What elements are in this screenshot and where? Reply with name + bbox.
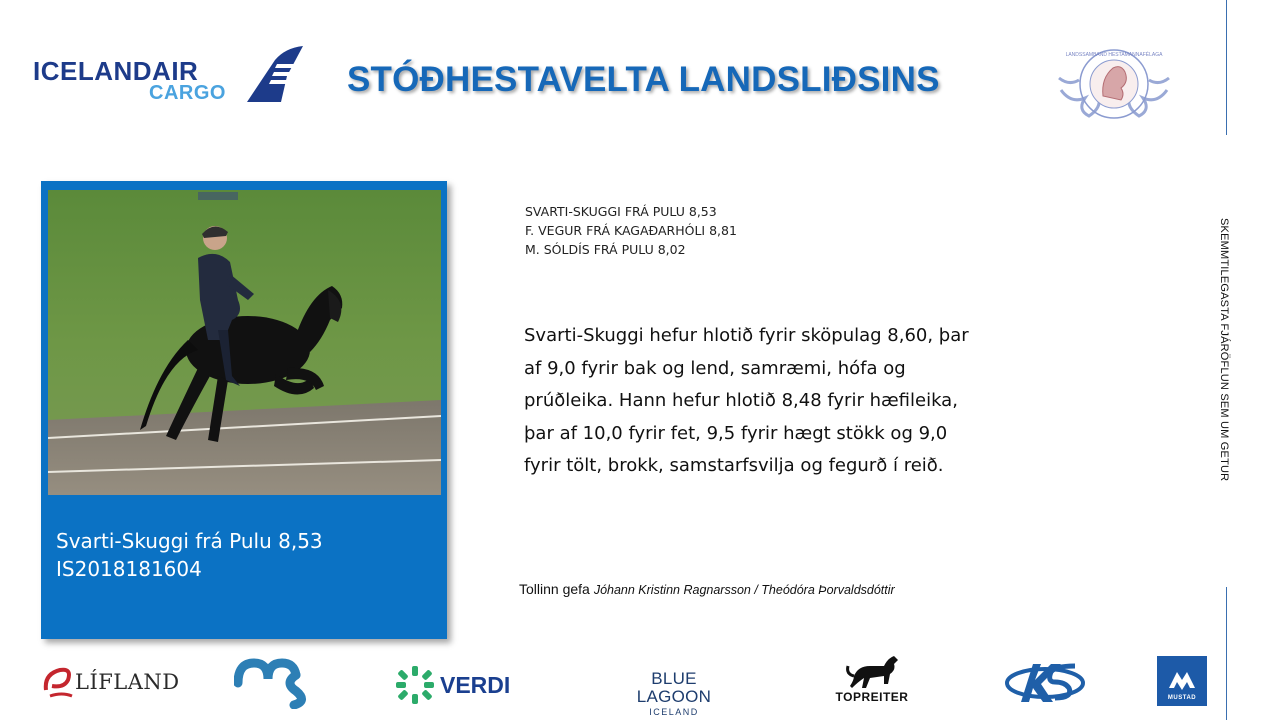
verdi-logo	[394, 664, 518, 706]
horse-icon	[844, 654, 904, 690]
icelandair-wing-icon	[241, 46, 307, 104]
horse-photo	[48, 190, 441, 495]
mustad-wordmark: MUSTAD	[1167, 695, 1197, 701]
seal-text: LANDSSAMBAND HESTAMANNAFÉLAGA	[1065, 52, 1163, 58]
donors-label: Tollinn gefa	[519, 581, 590, 597]
horse-description: Svarti-Skuggi hefur hlotið fyrir sköpulag 8,60, þar af 9,0 fyrir bak og lend, samræmi, hófa og prúðleika. Hann hefur hlotið 8,48 fyrir hæfileika, þar af 10,0 fyrir fet, 9,5 fyrir hægt stökk og 9,0 fyrir tölt, brokk, samstarfsvilja og fegurð í reið.	[524, 325, 969, 476]
verdi-leaf-icon	[394, 664, 436, 706]
blue-lagoon-subtitle: ICELAND	[649, 707, 699, 717]
donors-names: Jóhann Kristinn Ragnarsson / Theódóra Þorvaldsdóttir	[593, 583, 895, 597]
ms-logo	[234, 657, 316, 709]
ks-mark-icon	[999, 658, 1087, 708]
lifland-swirl-icon	[42, 664, 76, 700]
pedigree-block	[525, 202, 737, 259]
icelandair-wordmark: ICELANDAIR	[33, 56, 199, 86]
donors-line	[519, 581, 895, 597]
blue-lagoon-logo	[618, 669, 730, 717]
ks-logo	[999, 658, 1087, 708]
card-registration: IS2018181604	[56, 557, 202, 581]
ms-mark-icon	[234, 657, 316, 709]
divider-line-bottom	[1226, 587, 1227, 720]
mustad-logo	[1157, 656, 1207, 706]
lifland-logo	[42, 662, 182, 702]
pedigree-mother: M. SÓLDÍS FRÁ PULU 8,02	[525, 242, 686, 257]
pedigree-father: F. VEGUR FRÁ KAGAÐARHÓLI 8,81	[525, 223, 737, 238]
lifland-wordmark: LÍFLAND	[75, 670, 180, 694]
card-caption	[56, 527, 323, 583]
cargo-wordmark: CARGO	[149, 82, 226, 104]
topreiter-logo	[826, 654, 918, 706]
icelandair-cargo-logo	[33, 52, 313, 104]
blue-lagoon-wordmark: BLUE LAGOON	[636, 669, 712, 706]
page-title: STÓÐHESTAVELTA LANDSLIÐSINS	[347, 60, 940, 99]
topreiter-wordmark: TOPREITER	[835, 690, 909, 704]
card-horse-name: Svarti-Skuggi frá Pulu 8,53	[56, 529, 323, 553]
divider-line-top	[1226, 0, 1227, 135]
mustad-mountain-icon	[1157, 660, 1207, 694]
verdi-wordmark: VERDI	[440, 672, 511, 698]
horse-card	[41, 181, 447, 639]
pedigree-horse: SVARTI-SKUGGI FRÁ PULU 8,53	[525, 204, 717, 219]
lh-seal-logo	[1055, 38, 1173, 126]
vertical-tagline: SKEMMTILEGASTA FJÁRÖFLUN SEM UM GETUR	[1218, 218, 1230, 482]
